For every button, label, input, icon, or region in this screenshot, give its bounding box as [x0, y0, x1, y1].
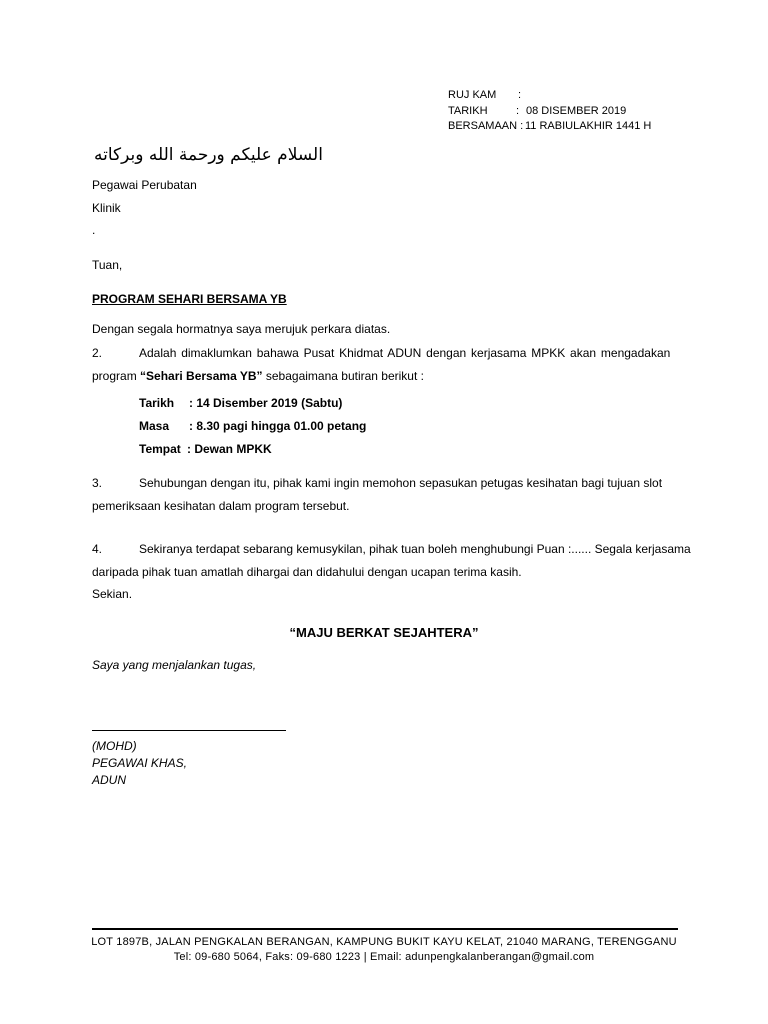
subject-heading: PROGRAM SEHARI BERSAMA YB [92, 292, 287, 306]
detail-tempat-label: Tempat [139, 442, 181, 456]
intro-paragraph: Dengan segala hormatnya saya merujuk perkara diatas. [92, 322, 391, 336]
detail-tempat-value: : Dewan MPKK [187, 442, 272, 456]
recipient-line-2: Klinik [92, 201, 121, 215]
para2-line-2-post: sebagaimana butiran berikut : [262, 369, 424, 383]
footer-contact: Tel: 09-680 5064, Faks: 09-680 1223 | Email: adunpengkalanberangan@gmail.com [173, 951, 595, 963]
detail-masa-label: Masa [139, 419, 170, 433]
para3-line-2: pemeriksaan kesihatan dalam program tersebut. [92, 499, 350, 513]
arabic-salutation: السلام عليكم ورحمة الله وبركاته [94, 145, 323, 165]
signatory-org: ADUN [92, 773, 127, 787]
recipient-line-3: . [92, 223, 96, 237]
para4-number: 4. [92, 542, 103, 556]
para4-line-1: Sekiranya terdapat sebarang kemusykilan, pihak tuan boleh menghubungi Puan :...... Segala kerjasama [139, 542, 691, 556]
signoff: Saya yang menjalankan tugas, [92, 658, 257, 672]
para3-number: 3. [92, 476, 103, 490]
footer-divider [92, 928, 678, 930]
para4-line-2: daripada pihak tuan amatlah dihargai dan didahului dengan ucapan terima kasih. [92, 565, 522, 579]
detail-tarikh-label: Tarikh [139, 396, 175, 410]
recipient-line-1: Pegawai Perubatan [92, 178, 197, 192]
detail-tarikh-value: : 14 Disember 2019 (Sabtu) [189, 396, 343, 410]
closing-word: Sekian. [92, 587, 133, 601]
para3-line-1: Sehubungan dengan itu, pihak kami ingin memohon sepasukan petugas kesihatan bagi tujuan slot [139, 476, 663, 490]
program-name: “Sehari Bersama YB” [140, 369, 263, 383]
signatory-title: PEGAWAI KHAS, [92, 756, 187, 770]
tarikh-separator: : [516, 105, 520, 117]
tarikh-value: 08 DISEMBER 2019 [526, 105, 627, 117]
greeting: Tuan, [92, 258, 123, 272]
detail-masa-value: : 8.30 pagi hingga 01.00 petang [189, 419, 367, 433]
para2-line-2-pre: program [92, 369, 141, 383]
ruj-kam-separator: : [518, 89, 522, 101]
bersamaan-label: BERSAMAAN : [448, 120, 524, 132]
ruj-kam-label: RUJ KAM [448, 89, 497, 101]
footer-address: LOT 1897B, JALAN PENGKALAN BERANGAN, KAMPUNG BUKIT KAYU KELAT, 21040 MARANG, TERENGGANU [91, 936, 677, 948]
tarikh-label: TARIKH [448, 105, 488, 117]
motto: “MAJU BERKAT SEJAHTERA” [289, 625, 479, 640]
signatory-name: (MOHD) [92, 739, 137, 753]
para2-line-2 [92, 368, 424, 384]
para2-number: 2. [92, 346, 103, 360]
bersamaan-value: 11 RABIULAKHIR 1441 H [525, 120, 652, 132]
para2-line-1: Adalah dimaklumkan bahawa Pusat Khidmat ADUN dengan kerjasama MPKK akan mengadakan [139, 346, 671, 360]
signature-line [92, 730, 286, 731]
